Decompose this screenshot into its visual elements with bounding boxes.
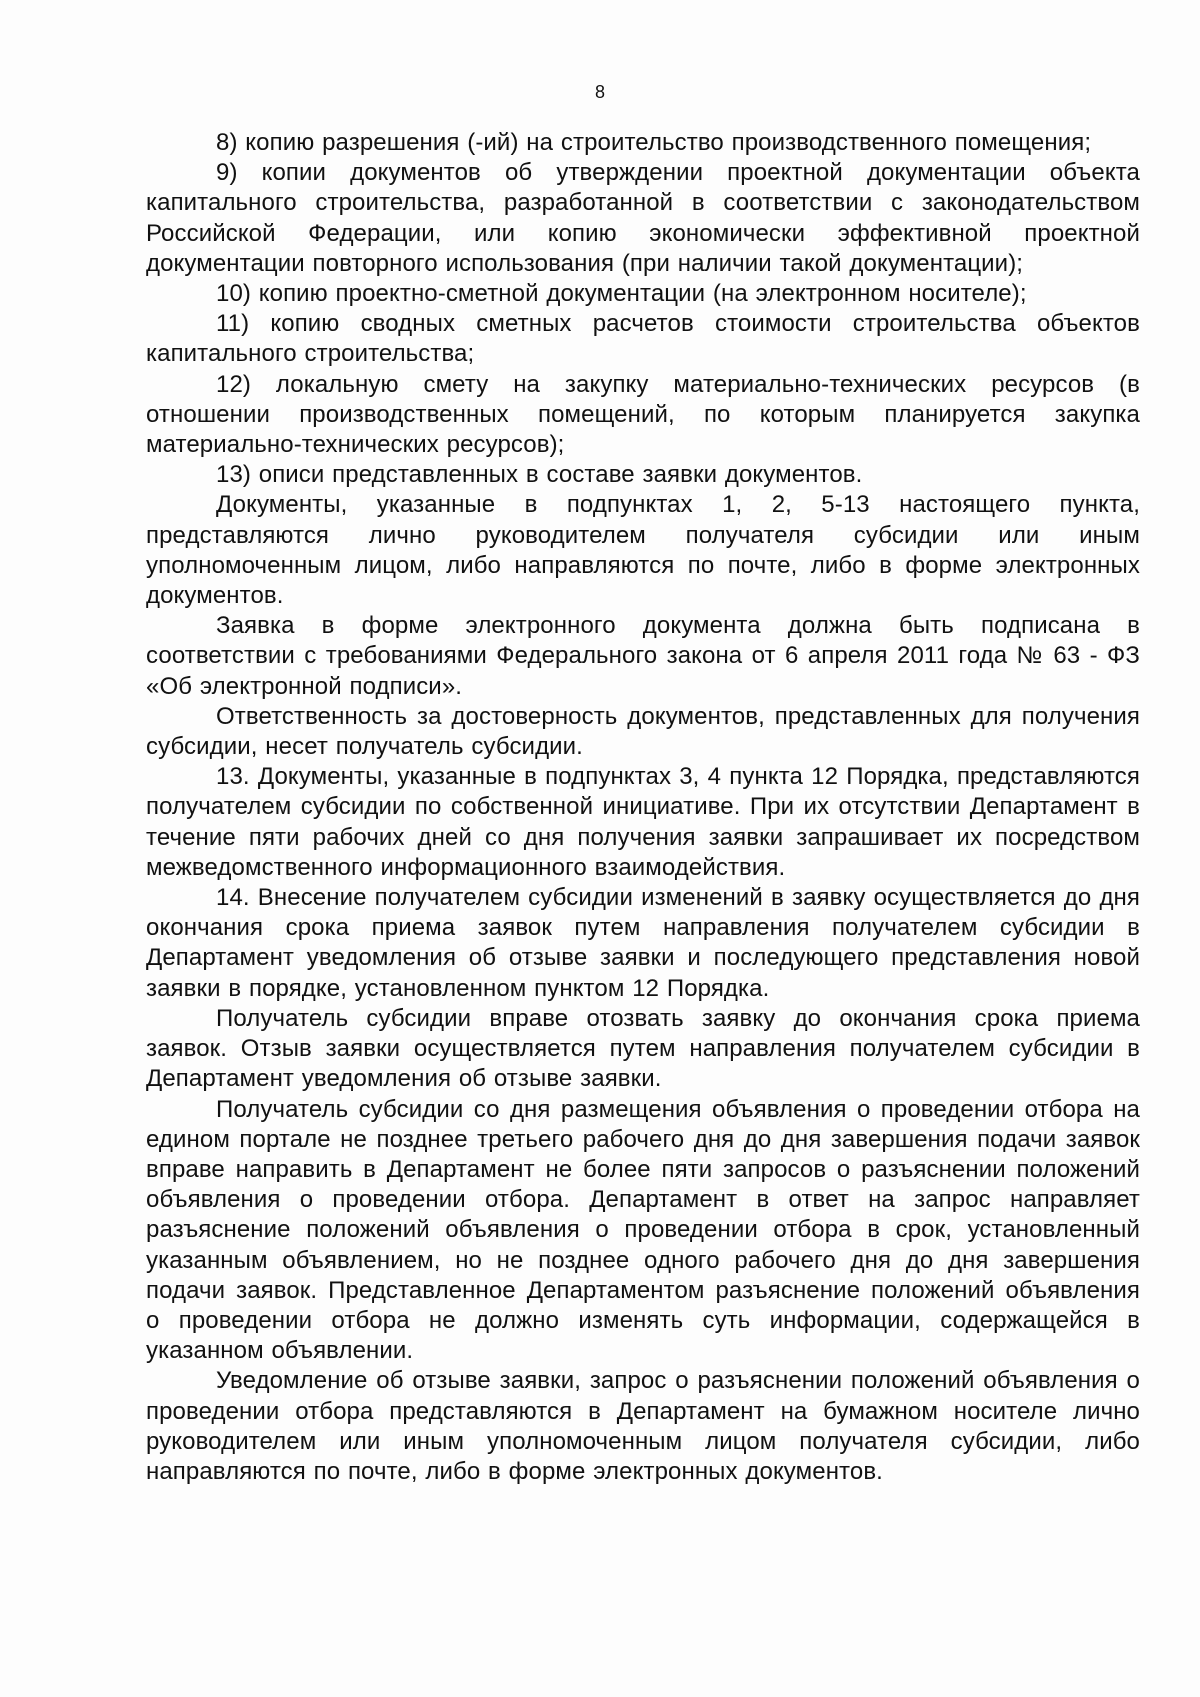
paragraph-section-14: 14. Внесение получателем субсидии изменений в заявку осуществляется до дня окончания срока приема заявок путем направления получателем субсидии в Департамент уведомления об отзыве заявки и последующего представления новой заявки в порядке, установленном пунктом 12 Порядка.	[146, 884, 1140, 1002]
paragraph-clarification-requests: Получатель субсидии со дня размещения объявления о проведении отбора на едином портале не позднее третьего рабочего дня до дня завершения подачи заявок вправе направить в Департамент не более пяти запросов о разъяснении положений объявления о проведении отбора. Департамент в ответ на запрос направляет разъяснение положений объявления о проведении отбора в срок, установленный указанным объявлением, но не позднее одного рабочего дня до дня завершения подачи заявок. Представленное Департаментом разъяснение положений объявления о проведении отбора не должно изменять суть информации, содержащейся в указанном объявлении.	[146, 1095, 1140, 1365]
paragraph-item-8: 8) копию разрешения (-ий) на строительство производственного помещения;	[216, 129, 1092, 156]
paragraph-item-10: 10) копию проектно-сметной документации (на электронном носителе);	[216, 280, 1027, 308]
paragraph-item-9: 9) копии документов об утверждении проектной документации объекта капитального строительства, разработанной в соответствии с законодательством Российской Федерации, или копию экономически эффективной проектной документации повторного использования (при наличии такой документации);	[146, 159, 1140, 277]
paragraph-item-11: 11) копию сводных сметных расчетов стоимости строительства объектов капитального строительства;	[146, 310, 1140, 368]
paragraph-withdrawal: Получатель субсидии вправе отозвать заявку до окончания срока приема заявок. Отзыв заявки осуществляется путем направления получателем субсидии в Департамент уведомления об отзыве заявки.	[146, 1004, 1140, 1093]
paragraph-item-13: 13) описи представленных в составе заявки документов.	[216, 461, 863, 489]
page-number: 8	[594, 82, 605, 102]
paragraph-documents-submission: Документы, указанные в подпунктах 1, 2, 5-13 настоящего пункта, представляются лично руководителем получателя субсидии или иным уполномоченным лицом, либо направляются по почте, либо в форме электронных документов.	[146, 491, 1140, 610]
paragraph-electronic-signature: Заявка в форме электронного документа должна быть подписана в соответствии с требованиями Федерального закона от 6 апреля 2011 года № 63 - ФЗ «Об электронной подписи».	[146, 612, 1140, 700]
paragraph-section-13: 13. Документы, указанные в подпунктах 3, 4 пункта 12 Порядка, представляются получателем субсидии по собственной инициативе. При их отсутствии Департамент в течение пяти рабочих дней со дня получения заявки запрашивает их посредством межведомственного информационного взаимодействия.	[146, 763, 1140, 881]
paragraph-notification-delivery: Уведомление об отзыве заявки, запрос о разъяснении положений объявления о проведении отбора представляются в Департамент на бумажном носителе лично руководителем или иным уполномоченным лицом получателя субсидии, либо направляются по почте, либо в форме электронных документов.	[146, 1367, 1140, 1485]
paragraph-responsibility: Ответственность за достоверность документов, представленных для получения субсидии, несет получатель субсидии.	[146, 702, 1140, 761]
paragraph-item-12: 12) локальную смету на закупку материально-технических ресурсов (в отношении производственных помещений, по которым планируется закупка материально-технических ресурсов);	[146, 370, 1140, 459]
document-body	[146, 128, 1140, 1487]
